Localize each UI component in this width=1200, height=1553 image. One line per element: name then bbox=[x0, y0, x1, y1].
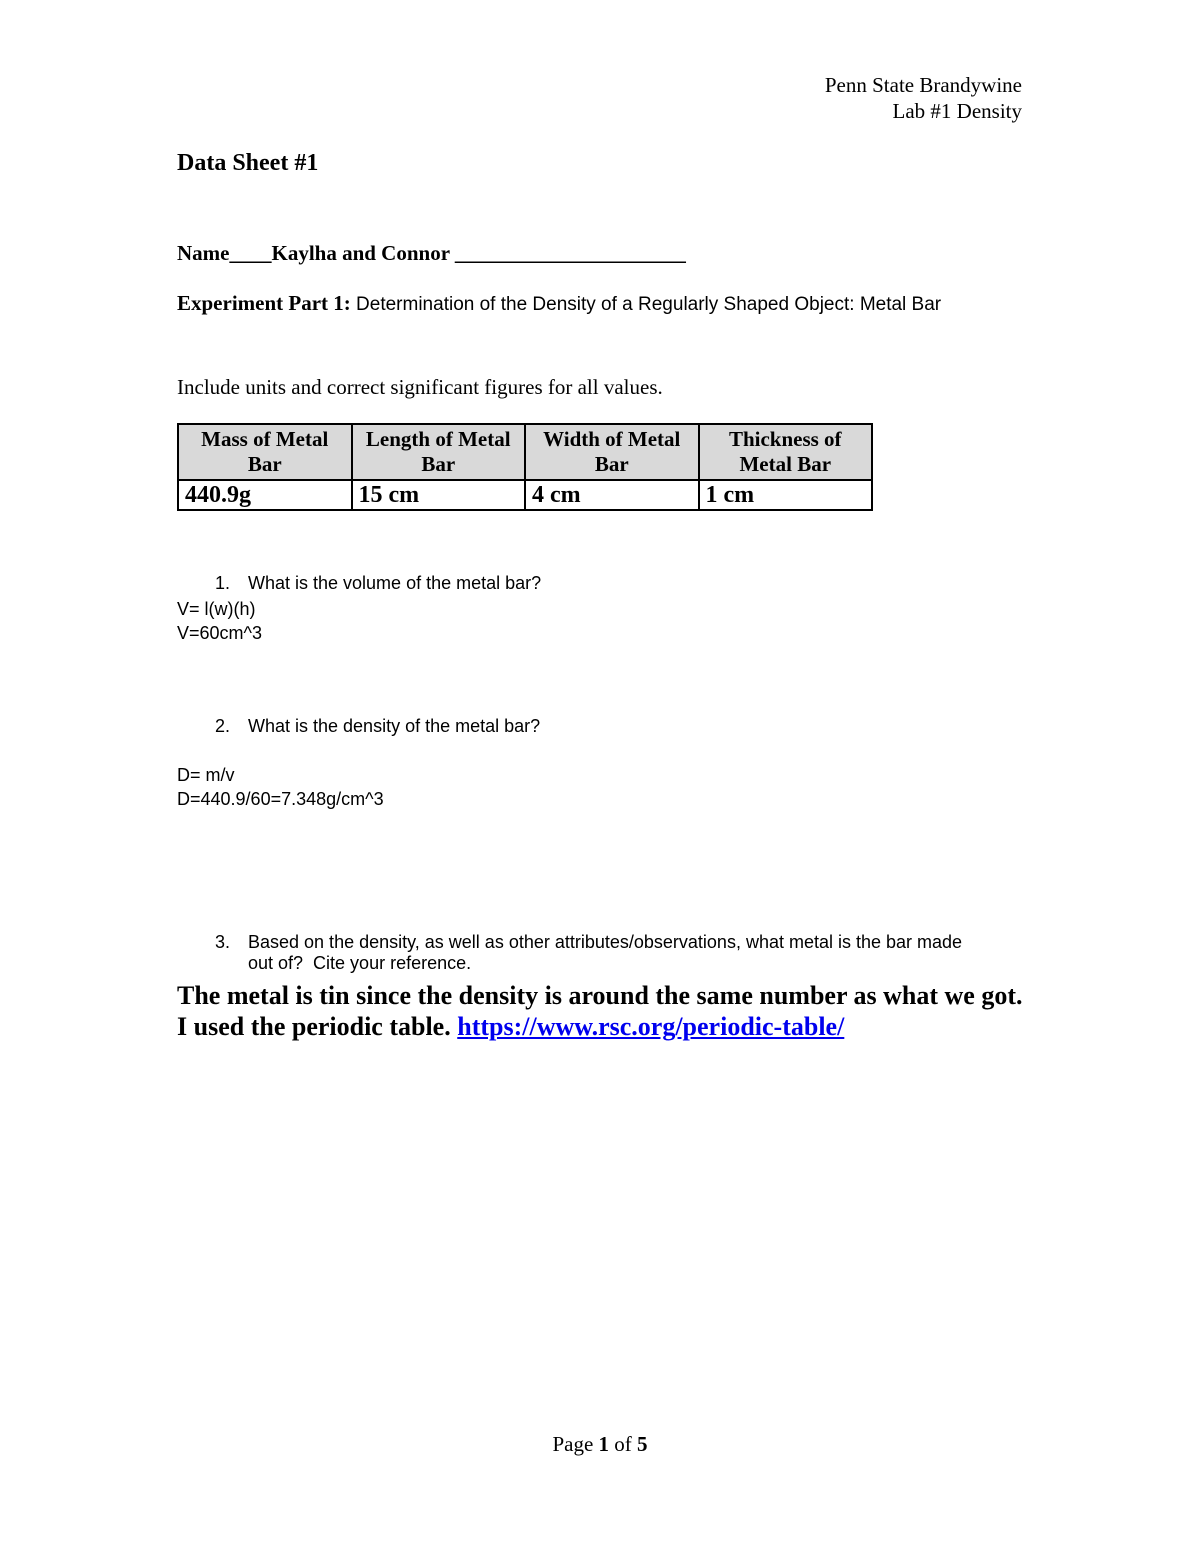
question-text: What is the volume of the metal bar? bbox=[248, 573, 542, 593]
question-text-line: Based on the density, as well as other attributes/observations, what metal is the bar made bbox=[248, 932, 963, 952]
answer-line: V= l(w)(h) bbox=[177, 599, 256, 619]
reference-link[interactable]: https://www.rsc.org/periodic-table/ bbox=[457, 1012, 845, 1041]
value-thickness: 1 cm bbox=[699, 480, 873, 510]
question-number: 1. bbox=[214, 573, 230, 593]
question-number: 2. bbox=[214, 716, 230, 736]
table-row bbox=[178, 480, 872, 510]
question-text bbox=[248, 932, 1038, 974]
answer-2 bbox=[177, 763, 384, 811]
page-footer bbox=[0, 1432, 1200, 1457]
page-word: Page bbox=[552, 1432, 594, 1456]
page-header bbox=[825, 72, 1022, 124]
institution-name: Penn State Brandywine bbox=[824, 73, 1022, 97]
header-width: Width of Metal Bar bbox=[525, 424, 699, 480]
of-word: of bbox=[614, 1432, 632, 1456]
value-mass: 440.9g bbox=[178, 480, 352, 510]
header-length: Length of Metal Bar bbox=[352, 424, 526, 480]
answer-1 bbox=[177, 597, 262, 645]
name-field: Name____Kaylha and Connor ______________________ bbox=[177, 241, 686, 265]
total-pages: 5 bbox=[637, 1432, 648, 1456]
experiment-description: Determination of the Density of a Regularly Shaped Object: Metal Bar bbox=[356, 294, 942, 315]
current-page: 1 bbox=[598, 1432, 610, 1456]
answer-line: D= m/v bbox=[177, 765, 235, 785]
conclusion-answer bbox=[177, 980, 1037, 1042]
lab-title: Lab #1 Density bbox=[892, 99, 1022, 123]
experiment-label: Experiment Part 1: bbox=[177, 291, 351, 315]
conclusion-text: The metal is tin since the density is around the same number as what we got. I used the periodic table. bbox=[177, 981, 1023, 1041]
page-title: Data Sheet #1 bbox=[177, 150, 319, 176]
experiment-heading bbox=[177, 290, 1017, 318]
question-number: 3. bbox=[214, 932, 230, 952]
answer-line: D=440.9/60=7.348g/cm^3 bbox=[177, 789, 384, 809]
header-mass: Mass of Metal Bar bbox=[178, 424, 352, 480]
value-length: 15 cm bbox=[352, 480, 526, 510]
table-header-row bbox=[178, 424, 872, 480]
answer-line: V=60cm^3 bbox=[177, 623, 262, 643]
header-thickness: Thickness of Metal Bar bbox=[699, 424, 873, 480]
measurements-table bbox=[177, 423, 873, 511]
value-width: 4 cm bbox=[525, 480, 699, 510]
units-instruction: Include units and correct significant figures for all values. bbox=[177, 375, 663, 399]
question-text-line: out of? Cite your reference. bbox=[248, 953, 472, 973]
question-text: What is the density of the metal bar? bbox=[248, 716, 541, 736]
